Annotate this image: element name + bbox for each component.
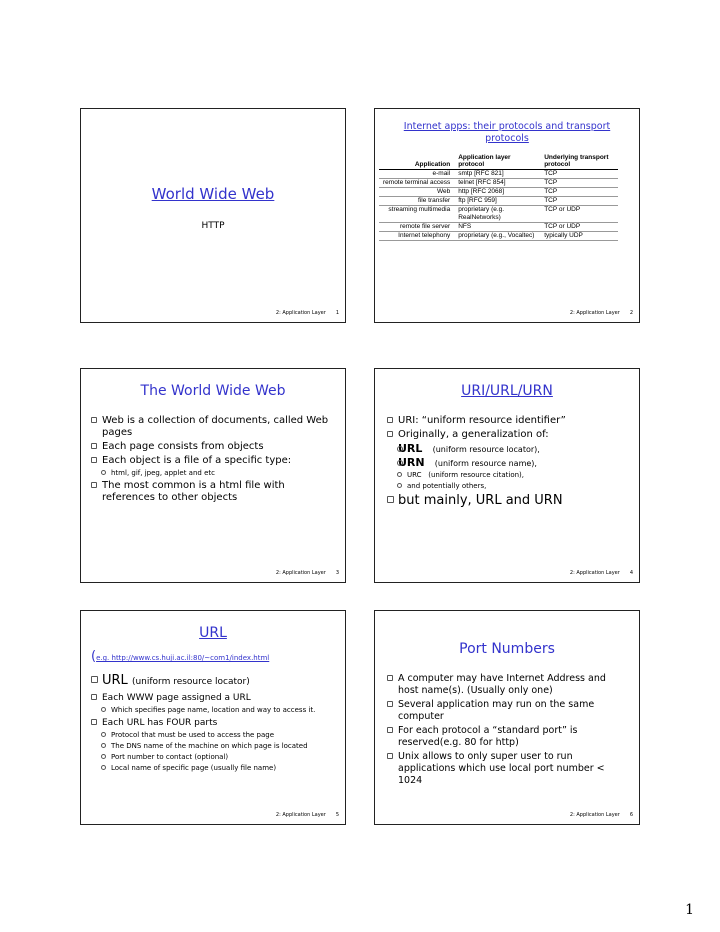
bullet: Each WWW page assigned a URL xyxy=(91,692,331,704)
footer-label: 2: Application Layer xyxy=(275,812,326,818)
slide-3-title: The World Wide Web xyxy=(140,383,286,399)
sub-bullet-urn xyxy=(387,457,627,469)
footer-label: 2: Application Layer xyxy=(569,812,620,818)
sub-bullet-others: and potentially others, xyxy=(387,482,627,491)
slide-4-bullets xyxy=(387,415,627,510)
example-url: e.g. http://www.cs.huji.ac.il:80/~com1/index.html xyxy=(96,654,270,662)
slide-number: 6 xyxy=(629,812,633,818)
table-row xyxy=(379,170,618,179)
slide-number: 4 xyxy=(629,570,633,576)
slide-number: 5 xyxy=(335,812,339,818)
table-row xyxy=(379,206,618,223)
cell-transport: typically UDP xyxy=(540,232,618,241)
bullet: URI: “uniform resource identifier” xyxy=(387,415,627,427)
bullet: A computer may have Internet Address and host name(s). (Usually only one) xyxy=(387,673,623,697)
sub-bullet-url xyxy=(387,443,627,455)
cell-protocol: ftp [RFC 959] xyxy=(454,197,540,206)
slide-4-footer xyxy=(570,570,633,576)
bullet: The most common is a html file with references to other objects xyxy=(91,480,331,504)
col-header-transport: Underlying transport protocol xyxy=(540,153,618,170)
slide-number: 3 xyxy=(335,570,339,576)
slide-5-title: URL xyxy=(199,625,227,641)
slide-5-bullets xyxy=(91,673,331,775)
slide-number: 2 xyxy=(629,310,633,316)
slide-5-footer xyxy=(276,812,339,818)
bullet: Originally, a generalization of: xyxy=(387,429,627,441)
cell-app: e-mail xyxy=(379,170,454,179)
col-header-application: Application xyxy=(379,153,454,170)
bullet: Each page consists from objects xyxy=(91,441,331,453)
cell-transport: TCP xyxy=(540,197,618,206)
slide-3 xyxy=(80,368,346,583)
slide-6 xyxy=(374,610,640,825)
cell-protocol: smtp [RFC 821] xyxy=(454,170,540,179)
cell-protocol: proprietary (e.g., Vocaltec) xyxy=(454,232,540,241)
example-paren: ( xyxy=(91,649,97,664)
sub-bullet: The DNS name of the machine on which page is located xyxy=(91,742,331,751)
bullet: Each object is a file of a specific type: xyxy=(91,455,331,467)
slide-2-title-line2: protocols xyxy=(485,133,529,144)
slide-5 xyxy=(80,610,346,825)
sub-bullet-urc xyxy=(387,471,627,480)
desc-urc: (uniform resource citation), xyxy=(428,471,525,479)
slide-2-title-line1: Internet apps: their protocols and transport xyxy=(403,121,611,132)
slide-6-footer xyxy=(570,812,633,818)
slide-2-footer xyxy=(570,310,633,316)
cell-app: remote file server xyxy=(379,223,454,232)
sub-bullet: html, gif, jpeg, applet and etc xyxy=(91,469,331,478)
term-urn: URN xyxy=(398,456,425,469)
sub-bullet: Which specifies page name, location and way to access it. xyxy=(91,706,331,715)
bullet: Each URL has FOUR parts xyxy=(91,717,331,729)
cell-protocol: telnet [RFC 854] xyxy=(454,179,540,188)
slide-1-footer xyxy=(276,310,339,316)
slide-6-title: Port Numbers xyxy=(459,641,555,657)
slide-1 xyxy=(80,108,346,323)
col-header-protocol: Application layer protocol xyxy=(454,153,540,170)
cell-protocol: proprietary (e.g. RealNetworks) xyxy=(454,206,540,223)
slide-number: 1 xyxy=(335,310,339,316)
slide-1-title: World Wide Web xyxy=(151,185,275,203)
cell-app: remote terminal access xyxy=(379,179,454,188)
cell-protocol: http [RFC 2068] xyxy=(454,188,540,197)
slide-1-subtitle: HTTP xyxy=(201,221,225,231)
footer-label: 2: Application Layer xyxy=(569,310,620,316)
footer-label: 2: Application Layer xyxy=(275,570,326,576)
cell-app: streaming multimedia xyxy=(379,206,454,223)
url-term: URL xyxy=(102,673,128,688)
cell-transport: TCP xyxy=(540,179,618,188)
page-number: 1 xyxy=(685,902,694,918)
footer-label: 2: Application Layer xyxy=(569,570,620,576)
footer-label: 2: Application Layer xyxy=(275,310,326,316)
slide-2 xyxy=(374,108,640,323)
bullet: For each protocol a “standard port” is reserved(e.g. 80 for http) xyxy=(387,725,623,749)
desc-url: (uniform resource locator), xyxy=(432,445,540,454)
cell-protocol: NFS xyxy=(454,223,540,232)
desc-urn: (uniform resource name), xyxy=(434,459,537,468)
cell-app: Web xyxy=(379,188,454,197)
bullet: Web is a collection of documents, called Web pages xyxy=(91,415,331,439)
sub-bullet: Port number to contact (optional) xyxy=(91,753,331,762)
slide-6-bullets xyxy=(387,673,623,789)
cell-transport: TCP or UDP xyxy=(540,206,618,223)
sub-bullet: Local name of specific page (usually file name) xyxy=(91,764,331,773)
slide-4 xyxy=(374,368,640,583)
bullet-main: but mainly, URL and URN xyxy=(387,493,627,508)
slide-4-title: URI/URL/URN xyxy=(461,383,553,399)
table-row xyxy=(379,232,618,241)
cell-transport: TCP or UDP xyxy=(540,223,618,232)
term-url: URL xyxy=(398,442,423,455)
cell-transport: TCP xyxy=(540,188,618,197)
bullet: Several application may run on the same computer xyxy=(387,699,623,723)
term-urc: URC xyxy=(407,471,422,479)
url-desc: (uniform resource locator) xyxy=(131,677,250,687)
bullet-url xyxy=(91,673,331,690)
cell-transport: TCP xyxy=(540,170,618,179)
table-row xyxy=(379,188,618,197)
slide-3-bullets xyxy=(91,415,331,506)
sub-bullet: Protocol that must be used to access the page xyxy=(91,731,331,740)
cell-app: Internet telephony xyxy=(379,232,454,241)
slide-2-title xyxy=(375,121,639,145)
cell-app: file transfer xyxy=(379,197,454,206)
slide-3-footer xyxy=(276,570,339,576)
table-header-row xyxy=(379,153,618,170)
slide-5-example xyxy=(91,645,269,664)
table-row xyxy=(379,197,618,206)
protocol-table xyxy=(379,153,618,241)
bullet: Unix allows to only super user to run applications which use local port number < 1024 xyxy=(387,751,623,787)
table-row xyxy=(379,223,618,232)
table-row xyxy=(379,179,618,188)
